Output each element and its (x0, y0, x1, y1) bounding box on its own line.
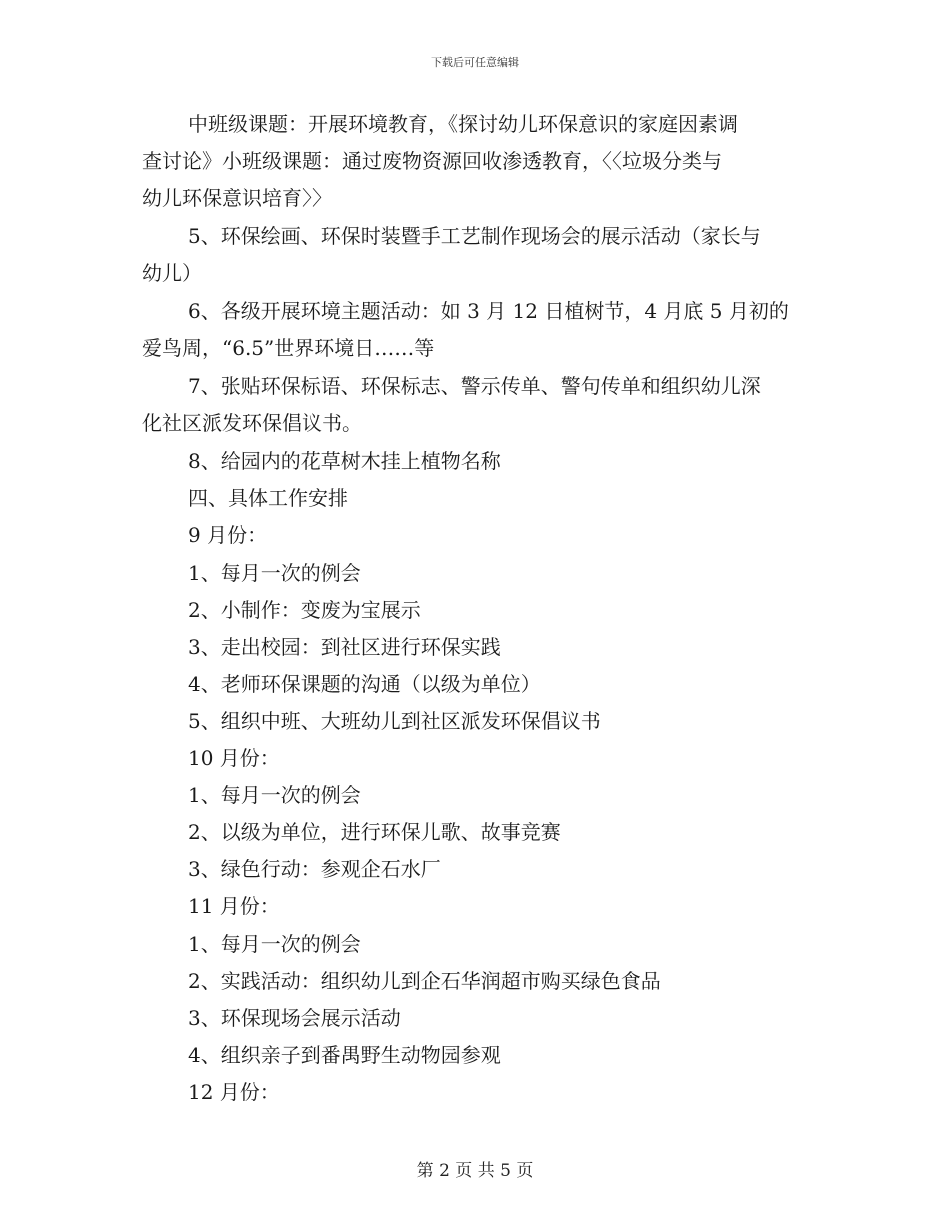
list-item: 1、每月一次的例会 (188, 783, 361, 807)
list-item: 5、组织中班、大班幼儿到社区派发环保倡议书 (188, 709, 601, 733)
list-item: 2、以级为单位，进行环保儿歌、故事竞赛 (188, 820, 561, 844)
text-line: 6、各级开展环境主题活动：如 3 月 12 日植树节，4 月底 5 月初的 (188, 299, 789, 323)
page-header: 下载后可任意编辑 (431, 56, 519, 69)
text-line: 8、给园内的花草树木挂上植物名称 (188, 449, 501, 473)
section-heading: 四、具体工作安排 (188, 486, 348, 510)
text-line: 爱鸟周，“6.5”世界环境日……等 (142, 336, 435, 360)
list-item: 3、绿色行动：参观企石水厂 (188, 857, 441, 881)
list-item: 3、环保现场会展示活动 (188, 1006, 401, 1030)
list-item: 2、小制作：变废为宝展示 (188, 598, 421, 622)
text-line: 中班级课题：开展环境教育，《探讨幼儿环保意识的家庭因素调 (188, 112, 738, 136)
text-line: 幼儿） (142, 261, 202, 285)
text-line: 幼儿环保意识培育〉〉 (142, 186, 332, 210)
list-item: 4、老师环保课题的沟通（以级为单位） (188, 672, 541, 696)
list-item: 4、组织亲子到番禺野生动物园参观 (188, 1043, 501, 1067)
month-heading: 11 月份： (188, 894, 280, 918)
list-item: 1、每月一次的例会 (188, 561, 361, 585)
list-item: 1、每月一次的例会 (188, 932, 361, 956)
month-heading: 12 月份： (188, 1080, 280, 1104)
list-item: 3、走出校园：到社区进行环保实践 (188, 635, 501, 659)
list-item: 2、实践活动：组织幼儿到企石华润超市购买绿色食品 (188, 969, 661, 993)
month-heading: 10 月份： (188, 746, 280, 770)
text-line: 查讨论》小班级课题：通过废物资源回收渗透教育，〈〈垃圾分类与 (142, 149, 722, 173)
page-footer: 第 2 页 共 5 页 (416, 1161, 534, 1181)
text-line: 化社区派发环保倡议书。 (142, 411, 362, 435)
month-heading: 9 月份： (188, 523, 268, 547)
text-line: 7、张贴环保标语、环保标志、警示传单、警句传单和组织幼儿深 (188, 374, 761, 398)
text-line: 5、环保绘画、环保时装暨手工艺制作现场会的展示活动（家长与 (188, 224, 761, 248)
